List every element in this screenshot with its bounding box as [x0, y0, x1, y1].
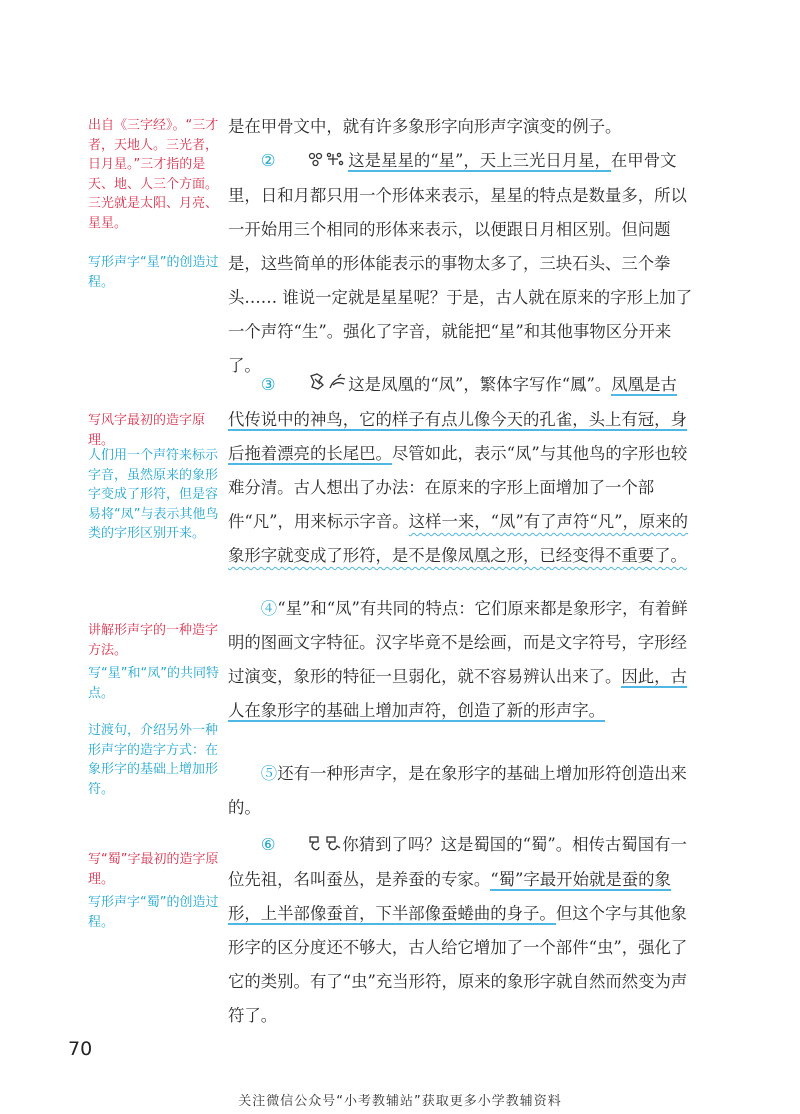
paragraph-number: ⑥	[260, 835, 276, 854]
note-shu-process: 写形声字“蜀”的创造过程。	[88, 895, 219, 930]
wavy-feng-conclusion: 这样一来，“凤”有了声符“凡”，原来的象形字就变成了形符，是不是像凤凰之形，已经变得不重要了。	[228, 512, 689, 565]
paragraph-5: ⑤还有一种形声字，是在象形字的基础上增加形符创造出来的。	[228, 764, 687, 817]
note-transition: 过渡句，介绍另外一种形声字的造字方式：在象形字的基础上增加形符。	[88, 723, 219, 797]
note-feng-explain: 人们用一个声符来标示字音，虽然原来的象形字变成了形符，但是容易将“凤”与表示其他鸟类的字形区别开来。	[88, 448, 219, 541]
oracle-xing-glyph	[276, 145, 349, 179]
note-sanzijing: 出自《三字经》。“三才者，天地人。三光者，日月星。”三才指的是天、地、人三个方面。三光就是太阳、月亮、星星。	[88, 118, 219, 231]
note-xingsheng-method: 讲解形声字的一种造字方法。	[88, 623, 219, 658]
paragraph-2: ② 这是星星的“星”，天上三光日月星，在甲骨文里，日和月都只用一个形体来表示，星星的特点是数量多，所以一开始用三个相同的形体来表示，以便跟日月相区别。但问题是，这些简单的形体能表示的事物太多了，三块石头、三个拳头…… 谁说一定就是星星呢？于是，古人就在原来的字形上加了一个声符“生”。强化了字音，就能把“星”和其他事物区分开来了。	[228, 144, 693, 383]
page-number: 70	[68, 1038, 93, 1060]
paragraph-number: ④	[260, 599, 278, 618]
paragraph-1: 是在甲骨文中，就有许多象形字向形声字演变的例子。	[228, 117, 622, 136]
paragraph-4: ④“星”和“凤”有共同的特点：它们原来都是象形字，有着鲜明的图画文字特征。汉字毕竟不是绘画，而是文字符号，字形经过演变，象形的特征一旦弱化，就不容易辨认出来了。因此，古人在象形字的基础上增加声符，创造了新的形声字。	[228, 599, 688, 720]
underlined-shu-description: “蜀”字最开始就是蚕的象形，上半部像蚕首，下半部像蚕蜷曲的身子。	[228, 870, 671, 923]
underlined-xing-intro: 这是星星的“星”，天上三光日月星，	[348, 151, 611, 170]
oracle-feng-glyph	[276, 369, 349, 403]
underlined-feng-description: 凤凰是古代传说中的神鸟，它的样子有点儿像今天的孔雀，头上有冠，身后拖着漂亮的长尾巴。	[228, 375, 687, 463]
note-common-feature: 写“星”和“凤”的共同特点。	[88, 666, 219, 701]
note-xing-process: 写形声字“星”的创造过程。	[88, 255, 219, 290]
paragraph-number: ②	[260, 151, 276, 170]
underlined-xingsheng-summary: 因此，古人在象形字的基础上增加声符，创造了新的形声字。	[228, 667, 687, 720]
note-shu-principle: 写“蜀”字最初的造字原理。	[88, 852, 219, 887]
note-feng-principle: 写风字最初的造字原理。	[88, 413, 206, 448]
footer-watermark: 关注微信公众号“小考教辅站”获取更多小学教辅资料	[238, 1094, 562, 1109]
paragraph-number: ⑤	[260, 764, 278, 783]
paragraph-6: ⑥ 你猜到了吗？这是蜀国的“蜀”。相传古蜀国有一位先祖，名叫蚕丛，是养蚕的专家。“蜀”字最开始就是蚕的象形，上半部像蚕首，下半部像蚕蜷曲的身子。但这个字与其他象形字的区分度还不够大，古人给它增加了一个部件“虫”，强化了它的类别。有了“虫”充当形符，原来的象形字就自然而然变为声符了。	[228, 828, 693, 1033]
oracle-shu-glyph	[276, 829, 343, 863]
paragraph-3: ③ 这是凤凰的“凤”，繁体字写作“鳳”。凤凰是古代传说中的神鸟，它的样子有点儿像今天的孔雀，头上有冠，身后拖着漂亮的长尾巴。尽管如此，表示“凤”与其他鸟的字形也较难分清。古人想出了办法：在原来的字形上面增加了一个部件“凡”，用来标示字音。这样一来，“凤”有了声符“凡”，原来的象形字就变成了形符，是不是像凤凰之形，已经变得不重要了。	[228, 368, 693, 573]
paragraph-number: ③	[260, 375, 276, 394]
